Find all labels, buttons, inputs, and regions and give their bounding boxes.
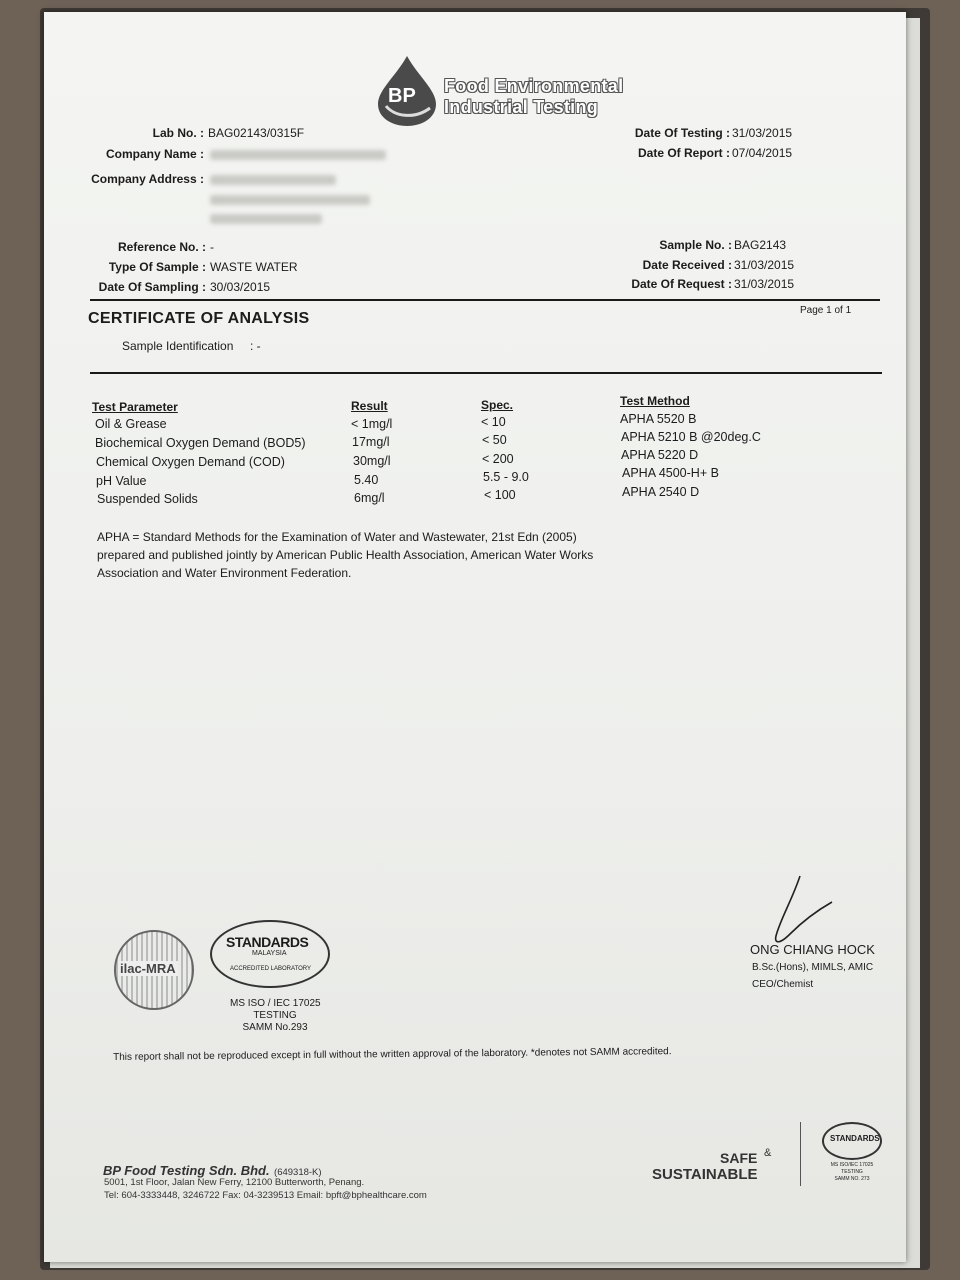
redacted-address-line-2 [210, 195, 370, 205]
header-divider [90, 299, 880, 301]
logo-line-1: Food Environmental [444, 76, 624, 96]
report-page [44, 12, 906, 1262]
date-report-value: 07/04/2015 [732, 146, 793, 160]
footer-badge-line-1: MS ISO/IEC 17025 [830, 1162, 874, 1168]
sample-type-label: Type Of Sample : [108, 260, 206, 274]
lab-no-value: BAG02143/0315F [208, 126, 305, 140]
date-testing-value: 31/03/2015 [732, 126, 793, 140]
spec-cell: 5.5 - 9.0 [483, 470, 529, 484]
footer-badge-line-2: TESTING [841, 1169, 863, 1175]
standards-malaysia-logo [210, 920, 330, 988]
signatory-qualifications: B.Sc.(Hons), MIMLS, AMIC [752, 962, 874, 973]
footer-company-reg: (649318-K) [274, 1167, 322, 1178]
standards-label: STANDARDS [226, 934, 309, 950]
result-cell: 30mg/l [353, 454, 391, 468]
date-sampling-value: 30/03/2015 [210, 280, 271, 294]
param-cell: Oil & Grease [95, 417, 167, 431]
date-sampling-label: Date Of Sampling : [98, 280, 206, 294]
company-logo [374, 54, 644, 130]
method-cell: APHA 5220 D [621, 448, 699, 462]
standards-ring-label: ACCREDITED LABORATORY [230, 966, 312, 972]
footer-company-name: BP Food Testing Sdn. Bhd. [103, 1163, 270, 1178]
sample-identification-label: Sample Identification [122, 339, 234, 353]
redacted-address-line-1 [210, 175, 336, 185]
method-cell: APHA 2540 D [622, 485, 700, 499]
param-cell: Chemical Oxygen Demand (COD) [96, 455, 285, 469]
redacted-address-line-3 [210, 214, 322, 224]
logo-wordmark [444, 76, 623, 118]
col-header-spec: Spec. [481, 398, 514, 412]
method-cell: APHA 4500-H+ B [622, 466, 719, 480]
sample-type-value: WASTE WATER [210, 260, 298, 274]
note-line-1: APHA = Standard Methods for the Examination of Water and Wastewater, 21st Edn (2005) [97, 530, 577, 544]
safe-label: SAFE [720, 1150, 758, 1166]
col-header-parameter: Test Parameter [92, 400, 178, 414]
footer-address: 5001, 1st Floor, Jalan New Ferry, 12100 Butterworth, Penang. [104, 1177, 365, 1188]
certificate-title: CERTIFICATE OF ANALYSIS [88, 310, 310, 327]
company-address-label: Company Address : [91, 172, 204, 186]
footer-badge-label: STANDARDS [830, 1134, 880, 1143]
sustainable-label: SUSTAINABLE [652, 1166, 758, 1183]
result-cell: 17mg/l [352, 435, 390, 449]
spec-cell: < 10 [481, 415, 506, 429]
date-received-label: Date Received : [642, 258, 732, 272]
footer-divider [800, 1122, 801, 1186]
iso-label: MS ISO / IEC 17025 [230, 998, 321, 1009]
date-testing-label: Date Of Testing : [634, 126, 730, 140]
logo-line-2: Industrial Testing [444, 97, 599, 117]
water-drop-logo-icon [374, 54, 440, 128]
standards-sub-label: MALAYSIA [252, 950, 287, 957]
sample-identification-value: : - [250, 339, 261, 353]
param-cell: Suspended Solids [97, 492, 198, 506]
samm-label: SAMM No.293 [242, 1022, 308, 1033]
spec-cell: < 50 [482, 433, 507, 447]
signatory-name: ONG CHIANG HOCK [750, 942, 875, 957]
testing-label: TESTING [253, 1010, 297, 1021]
result-cell: < 1mg/l [351, 417, 393, 431]
sample-no-value: BAG2143 [734, 238, 787, 252]
col-header-method: Test Method [620, 394, 690, 408]
ilac-mra-logo [114, 930, 194, 1010]
page-indicator: Page 1 of 1 [800, 305, 852, 316]
ilac-label: ilac-MRA [120, 961, 176, 976]
table-top-rule [90, 372, 882, 374]
date-received-value: 31/03/2015 [734, 258, 795, 272]
reference-label: Reference No. : [117, 240, 206, 254]
date-report-label: Date Of Report : [637, 146, 730, 160]
signatory-title: CEO/Chemist [752, 979, 814, 990]
footer-badge-line-3: SAMM NO. 273 [834, 1176, 870, 1182]
method-cell: APHA 5520 B [620, 412, 697, 426]
reproduction-disclaimer: This report shall not be reproduced except in full without the written approval of the laboratory. *denotes not SAMM accredited. [113, 1046, 672, 1063]
param-cell: pH Value [96, 474, 147, 488]
safe-amp-label: & [764, 1147, 772, 1159]
sample-no-label: Sample No. : [659, 238, 732, 252]
note-line-2: prepared and published jointly by American Public Health Association, American Water Works [97, 548, 594, 562]
footer-standards-badge [822, 1122, 882, 1160]
reference-value: - [210, 240, 214, 254]
spec-cell: < 100 [484, 488, 516, 502]
note-line-3: Association and Water Environment Federation. [97, 566, 352, 580]
date-request-label: Date Of Request : [631, 277, 732, 291]
lab-no-label: Lab No. : [152, 126, 204, 140]
logo-initials: BP [388, 85, 416, 107]
spec-cell: < 200 [482, 452, 514, 466]
result-cell: 6mg/l [354, 491, 385, 505]
result-cell: 5.40 [354, 473, 379, 487]
footer-contact: Tel: 604-3333448, 3246722 Fax: 04-3239513 Email: bpft@bphealthcare.com [104, 1190, 427, 1201]
company-name-label: Company Name : [105, 147, 204, 161]
redacted-company-name [210, 150, 386, 160]
signature-mark [762, 870, 842, 950]
col-header-result: Result [351, 399, 388, 413]
apha-note [97, 528, 697, 582]
date-request-value: 31/03/2015 [734, 277, 795, 291]
param-cell: Biochemical Oxygen Demand (BOD5) [95, 436, 306, 450]
method-cell: APHA 5210 B @20deg.C [621, 430, 761, 444]
